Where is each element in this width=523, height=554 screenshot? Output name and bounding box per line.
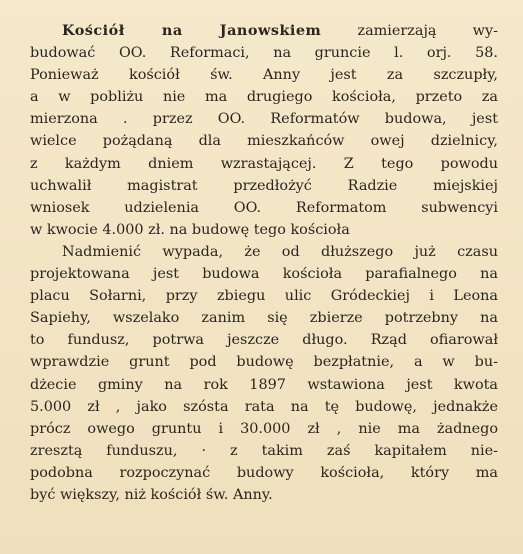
paragraph-1-line: uchwalił magistrat przedłożyć Radzie miejskiej: [30, 177, 498, 194]
paragraph-1-line: budować OO. Reformaci, na gruncie l. orj. 58.: [30, 45, 498, 62]
paragraph-1-line-1-rest: zamierzają wy-: [357, 23, 498, 39]
paragraph-1-line: mierzona . przez OO. Reformatów budowa, jest: [30, 111, 498, 128]
paragraph-1-line-1: [30, 20, 498, 42]
paragraph-1-line: wniosek udzielenia OO. Reformatom subwencyi: [30, 199, 498, 216]
paragraph-2-line: podobna rozpoczynać budowy kościoła, który ma: [30, 464, 498, 481]
article-lead-heading: Kościół na Janowskiem: [62, 22, 322, 39]
paragraph-2-line: zresztą funduszu, · z takim zaś kapitałem nie-: [30, 442, 498, 459]
paragraph-2-line: 5.000 zł , jako szósta rata na tę budowę, jednakże: [30, 398, 498, 415]
article-text: [30, 20, 498, 506]
paragraph-2-line: placu Sołarni, przy zbiegu ulic Gródeckiej i Leona: [30, 288, 498, 305]
paragraph-1-line: z każdym dniem wzrastającej. Z tego powodu: [30, 155, 498, 172]
paragraph-2-line: Sapiehy, wszelako zanim się zbierze potrzebny na: [30, 310, 498, 327]
paragraph-2-line: prócz owego gruntu i 30.000 zł , nie ma żadnego: [30, 420, 498, 437]
paragraph-2-line: to fundusz, potrwa jeszcze długo. Rząd ofiarował: [30, 332, 498, 349]
paragraph-2-last-line: być większy, niż kościół św. Anny.: [30, 486, 273, 503]
paragraph-2-line: dżecie gminy na rok 1897 wstawiona jest kwota: [30, 376, 498, 393]
paragraph-1-line: a w pobliżu nie ma drugiego kościoła, przeto za: [30, 89, 498, 106]
paragraph-2-line: wprawdzie grunt pod budowę bezpłatnie, a w bu-: [30, 354, 498, 371]
paragraph-2-first-line: Nadmienić wypada, że od dłuższego już czasu: [62, 243, 498, 260]
paragraph-2-line: projektowana jest budowa kościoła parafialnego na: [30, 266, 498, 283]
paragraph-1-line: Ponieważ kościół św. Anny jest za szczupły,: [30, 67, 498, 84]
paragraph-1-line: wielce pożądaną dla mieszkańców owej dzielnicy,: [30, 133, 498, 150]
paragraph-1-last-line: w kwocie 4.000 zł. na budowę tego kościoła: [30, 221, 350, 238]
